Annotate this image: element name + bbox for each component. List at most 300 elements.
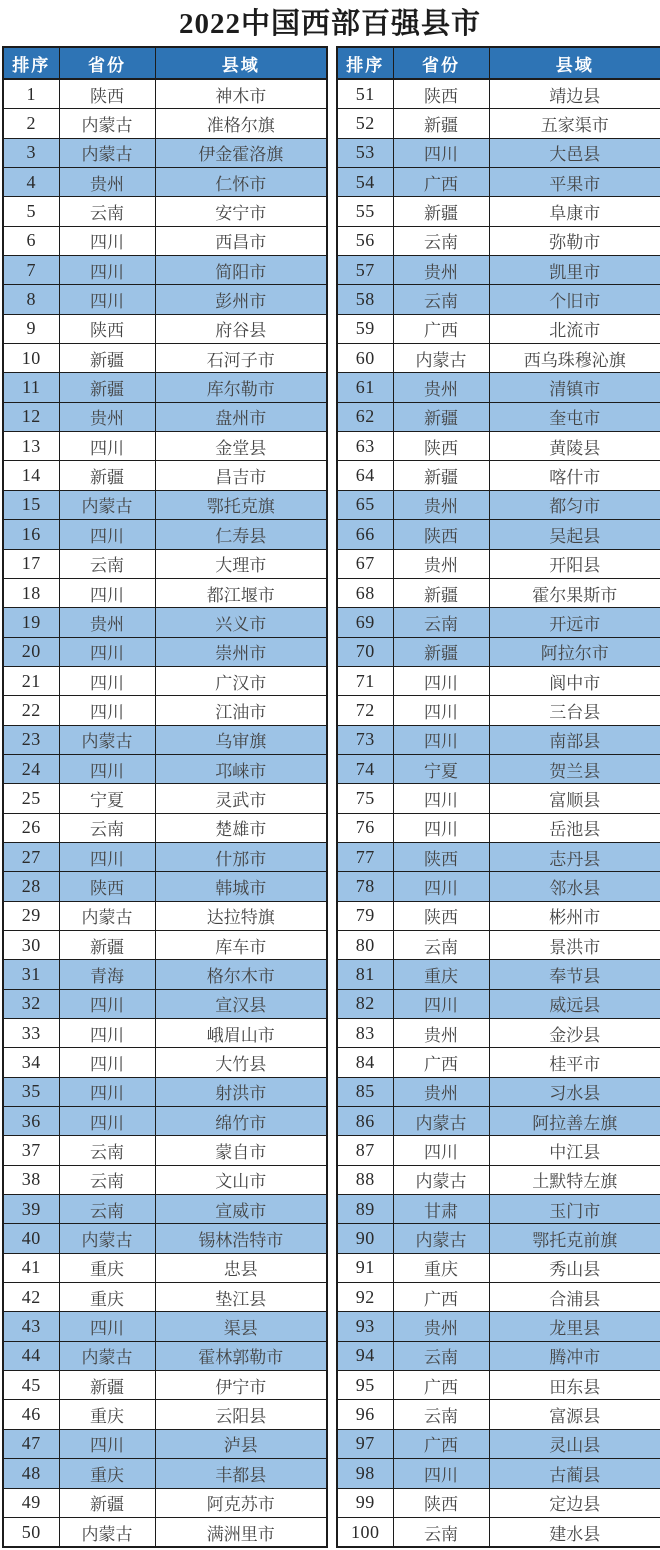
table-row xyxy=(337,138,660,167)
province-cell: 广西 xyxy=(393,168,489,197)
table-row xyxy=(337,1136,660,1165)
county-cell: 富源县 xyxy=(489,1400,660,1429)
column-header: 县域 xyxy=(489,47,660,79)
province-cell: 四川 xyxy=(59,842,155,871)
table-row xyxy=(3,637,327,666)
province-cell: 陕西 xyxy=(393,432,489,461)
column-header: 县域 xyxy=(155,47,327,79)
table-row xyxy=(3,314,327,343)
county-cell: 泸县 xyxy=(155,1429,327,1458)
county-cell: 邻水县 xyxy=(489,872,660,901)
table-row xyxy=(3,1048,327,1077)
province-cell: 陕西 xyxy=(59,872,155,901)
province-cell: 四川 xyxy=(59,1312,155,1341)
county-cell: 满洲里市 xyxy=(155,1517,327,1547)
province-cell: 内蒙古 xyxy=(59,109,155,138)
table-row xyxy=(3,79,327,109)
table-row xyxy=(3,1224,327,1253)
table-row xyxy=(3,226,327,255)
table-row xyxy=(337,285,660,314)
rank-cell: 46 xyxy=(3,1400,59,1429)
province-cell: 内蒙古 xyxy=(59,490,155,519)
rank-cell: 7 xyxy=(3,256,59,285)
rank-cell: 47 xyxy=(3,1429,59,1458)
county-cell: 准格尔旗 xyxy=(155,109,327,138)
rank-cell: 37 xyxy=(3,1136,59,1165)
county-cell: 贺兰县 xyxy=(489,754,660,783)
table-row xyxy=(3,1283,327,1312)
rank-cell: 58 xyxy=(337,285,393,314)
table-row xyxy=(3,373,327,402)
rank-cell: 88 xyxy=(337,1165,393,1194)
rank-cell: 26 xyxy=(3,813,59,842)
province-cell: 四川 xyxy=(393,813,489,842)
header-row xyxy=(337,47,660,79)
province-cell: 内蒙古 xyxy=(59,725,155,754)
table-row xyxy=(337,578,660,607)
county-cell: 凯里市 xyxy=(489,256,660,285)
county-cell: 达拉特旗 xyxy=(155,901,327,930)
province-cell: 新疆 xyxy=(59,1488,155,1517)
province-cell: 四川 xyxy=(59,1019,155,1048)
province-cell: 贵州 xyxy=(393,1019,489,1048)
province-cell: 四川 xyxy=(59,666,155,695)
rank-cell: 80 xyxy=(337,930,393,959)
table-row xyxy=(337,1341,660,1370)
province-cell: 新疆 xyxy=(59,1371,155,1400)
table-row xyxy=(337,1371,660,1400)
province-cell: 内蒙古 xyxy=(393,1107,489,1136)
county-cell: 阿克苏市 xyxy=(155,1488,327,1517)
table-row xyxy=(337,1283,660,1312)
county-cell: 喀什市 xyxy=(489,461,660,490)
rank-cell: 55 xyxy=(337,197,393,226)
county-cell: 龙里县 xyxy=(489,1312,660,1341)
province-cell: 新疆 xyxy=(393,461,489,490)
province-cell: 四川 xyxy=(393,666,489,695)
table-row xyxy=(337,901,660,930)
table-row xyxy=(3,696,327,725)
table-row xyxy=(3,256,327,285)
rank-cell: 54 xyxy=(337,168,393,197)
county-cell: 什邡市 xyxy=(155,842,327,871)
header-row xyxy=(3,47,327,79)
rank-cell: 48 xyxy=(3,1459,59,1488)
rank-cell: 27 xyxy=(3,842,59,871)
county-cell: 弥勒市 xyxy=(489,226,660,255)
table-row xyxy=(337,549,660,578)
rank-cell: 68 xyxy=(337,578,393,607)
rank-cell: 62 xyxy=(337,402,393,431)
county-cell: 库尔勒市 xyxy=(155,373,327,402)
county-cell: 崇州市 xyxy=(155,637,327,666)
rank-cell: 30 xyxy=(3,930,59,959)
province-cell: 内蒙古 xyxy=(59,1517,155,1547)
county-cell: 建水县 xyxy=(489,1517,660,1547)
table-row xyxy=(337,520,660,549)
table-row xyxy=(3,1517,327,1547)
county-cell: 格尔木市 xyxy=(155,960,327,989)
province-cell: 四川 xyxy=(393,872,489,901)
rank-cell: 96 xyxy=(337,1400,393,1429)
table-row xyxy=(3,549,327,578)
rank-cell: 78 xyxy=(337,872,393,901)
province-cell: 宁夏 xyxy=(59,784,155,813)
county-cell: 古蔺县 xyxy=(489,1459,660,1488)
table-row xyxy=(337,373,660,402)
column-header: 省份 xyxy=(393,47,489,79)
rank-cell: 53 xyxy=(337,138,393,167)
rank-cell: 2 xyxy=(3,109,59,138)
table-row xyxy=(3,754,327,783)
rank-cell: 36 xyxy=(3,1107,59,1136)
province-cell: 陕西 xyxy=(393,79,489,109)
table-row xyxy=(3,1107,327,1136)
province-cell: 云南 xyxy=(393,608,489,637)
rank-cell: 40 xyxy=(3,1224,59,1253)
table-row xyxy=(3,138,327,167)
county-cell: 合浦县 xyxy=(489,1283,660,1312)
rank-cell: 67 xyxy=(337,549,393,578)
table-row xyxy=(3,842,327,871)
county-cell: 富顺县 xyxy=(489,784,660,813)
county-cell: 吴起县 xyxy=(489,520,660,549)
county-cell: 鄂托克前旗 xyxy=(489,1224,660,1253)
county-cell: 大邑县 xyxy=(489,138,660,167)
county-cell: 灵武市 xyxy=(155,784,327,813)
table-row xyxy=(3,432,327,461)
rank-cell: 56 xyxy=(337,226,393,255)
tables-container xyxy=(0,46,660,1548)
province-cell: 贵州 xyxy=(59,608,155,637)
province-cell: 贵州 xyxy=(393,490,489,519)
county-cell: 忠县 xyxy=(155,1253,327,1282)
county-cell: 习水县 xyxy=(489,1077,660,1106)
county-cell: 威远县 xyxy=(489,989,660,1018)
rank-cell: 21 xyxy=(3,666,59,695)
rank-cell: 59 xyxy=(337,314,393,343)
table-row xyxy=(337,197,660,226)
county-cell: 中江县 xyxy=(489,1136,660,1165)
province-cell: 云南 xyxy=(393,1517,489,1547)
table-row xyxy=(337,461,660,490)
province-cell: 内蒙古 xyxy=(393,1165,489,1194)
table-row xyxy=(337,1077,660,1106)
county-cell: 阜康市 xyxy=(489,197,660,226)
province-cell: 四川 xyxy=(393,1136,489,1165)
table-row xyxy=(3,1253,327,1282)
table-row xyxy=(3,520,327,549)
province-cell: 内蒙古 xyxy=(59,1341,155,1370)
table-row xyxy=(3,960,327,989)
table-row xyxy=(3,1429,327,1458)
county-cell: 宣威市 xyxy=(155,1195,327,1224)
province-cell: 云南 xyxy=(59,1136,155,1165)
table-row xyxy=(337,813,660,842)
county-cell: 石河子市 xyxy=(155,344,327,373)
column-header: 排序 xyxy=(3,47,59,79)
table-row xyxy=(3,285,327,314)
county-cell: 霍林郭勒市 xyxy=(155,1341,327,1370)
rank-cell: 5 xyxy=(3,197,59,226)
table-row xyxy=(337,1019,660,1048)
rank-cell: 14 xyxy=(3,461,59,490)
province-cell: 云南 xyxy=(59,549,155,578)
rank-cell: 52 xyxy=(337,109,393,138)
rank-cell: 69 xyxy=(337,608,393,637)
county-cell: 开远市 xyxy=(489,608,660,637)
province-cell: 四川 xyxy=(59,578,155,607)
table-row xyxy=(3,402,327,431)
rank-cell: 12 xyxy=(3,402,59,431)
table-row xyxy=(337,1312,660,1341)
province-cell: 重庆 xyxy=(59,1459,155,1488)
province-cell: 内蒙古 xyxy=(59,138,155,167)
county-cell: 绵竹市 xyxy=(155,1107,327,1136)
rank-cell: 29 xyxy=(3,901,59,930)
county-cell: 西昌市 xyxy=(155,226,327,255)
table-row xyxy=(337,1517,660,1547)
county-cell: 平果市 xyxy=(489,168,660,197)
county-cell: 库车市 xyxy=(155,930,327,959)
rank-cell: 79 xyxy=(337,901,393,930)
province-cell: 广西 xyxy=(393,1429,489,1458)
county-cell: 府谷县 xyxy=(155,314,327,343)
province-cell: 云南 xyxy=(59,1195,155,1224)
rank-cell: 91 xyxy=(337,1253,393,1282)
rank-cell: 64 xyxy=(337,461,393,490)
table-row xyxy=(3,930,327,959)
rank-cell: 49 xyxy=(3,1488,59,1517)
table-row xyxy=(337,402,660,431)
county-cell: 兴义市 xyxy=(155,608,327,637)
rank-cell: 34 xyxy=(3,1048,59,1077)
province-cell: 云南 xyxy=(393,1341,489,1370)
rank-cell: 74 xyxy=(337,754,393,783)
county-cell: 鄂托克旗 xyxy=(155,490,327,519)
county-cell: 阆中市 xyxy=(489,666,660,695)
table-row xyxy=(337,725,660,754)
rank-cell: 45 xyxy=(3,1371,59,1400)
table-row xyxy=(3,1341,327,1370)
table-row xyxy=(3,1165,327,1194)
rank-cell: 94 xyxy=(337,1341,393,1370)
province-cell: 四川 xyxy=(59,520,155,549)
rank-cell: 39 xyxy=(3,1195,59,1224)
rank-cell: 73 xyxy=(337,725,393,754)
county-cell: 西乌珠穆沁旗 xyxy=(489,344,660,373)
province-cell: 贵州 xyxy=(393,256,489,285)
rank-cell: 51 xyxy=(337,79,393,109)
table-row xyxy=(3,578,327,607)
rank-cell: 77 xyxy=(337,842,393,871)
province-cell: 宁夏 xyxy=(393,754,489,783)
table-row xyxy=(337,1253,660,1282)
rank-cell: 19 xyxy=(3,608,59,637)
county-cell: 射洪市 xyxy=(155,1077,327,1106)
province-cell: 四川 xyxy=(59,285,155,314)
county-cell: 三台县 xyxy=(489,696,660,725)
rank-cell: 9 xyxy=(3,314,59,343)
table-row xyxy=(337,256,660,285)
table-row xyxy=(3,1136,327,1165)
table-row xyxy=(337,872,660,901)
table-row xyxy=(3,872,327,901)
province-cell: 四川 xyxy=(393,989,489,1018)
table-row xyxy=(337,989,660,1018)
table-row xyxy=(3,1400,327,1429)
rank-cell: 95 xyxy=(337,1371,393,1400)
county-cell: 彭州市 xyxy=(155,285,327,314)
county-cell: 五家渠市 xyxy=(489,109,660,138)
rank-cell: 1 xyxy=(3,79,59,109)
table-row xyxy=(3,666,327,695)
province-cell: 陕西 xyxy=(59,79,155,109)
province-cell: 四川 xyxy=(59,1048,155,1077)
province-cell: 重庆 xyxy=(59,1253,155,1282)
rank-cell: 16 xyxy=(3,520,59,549)
column-header: 省份 xyxy=(59,47,155,79)
province-cell: 四川 xyxy=(59,256,155,285)
county-cell: 丰都县 xyxy=(155,1459,327,1488)
table-row xyxy=(337,226,660,255)
county-cell: 北流市 xyxy=(489,314,660,343)
page-title: 2022中国西部百强县市 xyxy=(178,8,481,40)
province-cell: 四川 xyxy=(393,784,489,813)
rank-cell: 87 xyxy=(337,1136,393,1165)
province-cell: 四川 xyxy=(59,432,155,461)
county-cell: 简阳市 xyxy=(155,256,327,285)
table-row xyxy=(337,344,660,373)
table-row xyxy=(337,79,660,109)
table-row xyxy=(337,842,660,871)
county-cell: 垫江县 xyxy=(155,1283,327,1312)
province-cell: 四川 xyxy=(393,138,489,167)
rank-cell: 84 xyxy=(337,1048,393,1077)
rank-cell: 72 xyxy=(337,696,393,725)
province-cell: 陕西 xyxy=(393,842,489,871)
table-row xyxy=(3,1459,327,1488)
table-row xyxy=(337,490,660,519)
rank-cell: 13 xyxy=(3,432,59,461)
rank-cell: 90 xyxy=(337,1224,393,1253)
table-row xyxy=(3,608,327,637)
rank-cell: 86 xyxy=(337,1107,393,1136)
county-cell: 靖边县 xyxy=(489,79,660,109)
rank-cell: 97 xyxy=(337,1429,393,1458)
province-cell: 四川 xyxy=(393,725,489,754)
rank-cell: 22 xyxy=(3,696,59,725)
county-cell: 渠县 xyxy=(155,1312,327,1341)
county-cell: 邛崃市 xyxy=(155,754,327,783)
table-row xyxy=(337,1400,660,1429)
table-row xyxy=(3,1371,327,1400)
table-row xyxy=(3,344,327,373)
rank-cell: 24 xyxy=(3,754,59,783)
county-cell: 乌审旗 xyxy=(155,725,327,754)
province-cell: 四川 xyxy=(59,637,155,666)
county-cell: 广汉市 xyxy=(155,666,327,695)
county-cell: 云阳县 xyxy=(155,1400,327,1429)
county-cell: 桂平市 xyxy=(489,1048,660,1077)
rank-cell: 71 xyxy=(337,666,393,695)
province-cell: 新疆 xyxy=(393,197,489,226)
county-cell: 伊金霍洛旗 xyxy=(155,138,327,167)
province-cell: 云南 xyxy=(59,197,155,226)
province-cell: 云南 xyxy=(59,1165,155,1194)
county-cell: 土默特左旗 xyxy=(489,1165,660,1194)
county-cell: 昌吉市 xyxy=(155,461,327,490)
county-cell: 仁寿县 xyxy=(155,520,327,549)
rank-cell: 65 xyxy=(337,490,393,519)
table-row xyxy=(3,109,327,138)
county-cell: 金沙县 xyxy=(489,1019,660,1048)
rank-cell: 38 xyxy=(3,1165,59,1194)
rank-cell: 50 xyxy=(3,1517,59,1547)
table-row xyxy=(337,666,660,695)
province-cell: 青海 xyxy=(59,960,155,989)
county-cell: 彬州市 xyxy=(489,901,660,930)
province-cell: 云南 xyxy=(393,226,489,255)
rank-cell: 85 xyxy=(337,1077,393,1106)
table-row xyxy=(3,989,327,1018)
county-cell: 灵山县 xyxy=(489,1429,660,1458)
county-cell: 韩城市 xyxy=(155,872,327,901)
rank-cell: 35 xyxy=(3,1077,59,1106)
table-row xyxy=(337,1165,660,1194)
province-cell: 新疆 xyxy=(59,344,155,373)
county-cell: 都江堰市 xyxy=(155,578,327,607)
county-cell: 蒙自市 xyxy=(155,1136,327,1165)
county-cell: 岳池县 xyxy=(489,813,660,842)
rank-cell: 6 xyxy=(3,226,59,255)
rank-cell: 42 xyxy=(3,1283,59,1312)
rank-cell: 63 xyxy=(337,432,393,461)
province-cell: 陕西 xyxy=(393,1488,489,1517)
rank-table-left xyxy=(2,46,328,1548)
rank-cell: 4 xyxy=(3,168,59,197)
table-row xyxy=(337,784,660,813)
county-cell: 伊宁市 xyxy=(155,1371,327,1400)
table-row xyxy=(3,725,327,754)
province-cell: 云南 xyxy=(393,285,489,314)
rank-cell: 81 xyxy=(337,960,393,989)
rank-cell: 28 xyxy=(3,872,59,901)
rank-cell: 17 xyxy=(3,549,59,578)
table-row xyxy=(337,314,660,343)
province-cell: 广西 xyxy=(393,314,489,343)
county-cell: 田东县 xyxy=(489,1371,660,1400)
rank-cell: 57 xyxy=(337,256,393,285)
rank-cell: 83 xyxy=(337,1019,393,1048)
province-cell: 新疆 xyxy=(393,402,489,431)
rank-cell: 43 xyxy=(3,1312,59,1341)
table-row xyxy=(337,960,660,989)
county-cell: 奉节县 xyxy=(489,960,660,989)
province-cell: 贵州 xyxy=(59,168,155,197)
county-cell: 个旧市 xyxy=(489,285,660,314)
province-cell: 内蒙古 xyxy=(59,1224,155,1253)
rank-table-right xyxy=(336,46,660,1548)
rank-cell: 66 xyxy=(337,520,393,549)
rank-cell: 25 xyxy=(3,784,59,813)
table-row xyxy=(3,461,327,490)
province-cell: 新疆 xyxy=(393,578,489,607)
province-cell: 云南 xyxy=(393,1400,489,1429)
province-cell: 广西 xyxy=(393,1048,489,1077)
rank-cell: 32 xyxy=(3,989,59,1018)
county-cell: 志丹县 xyxy=(489,842,660,871)
